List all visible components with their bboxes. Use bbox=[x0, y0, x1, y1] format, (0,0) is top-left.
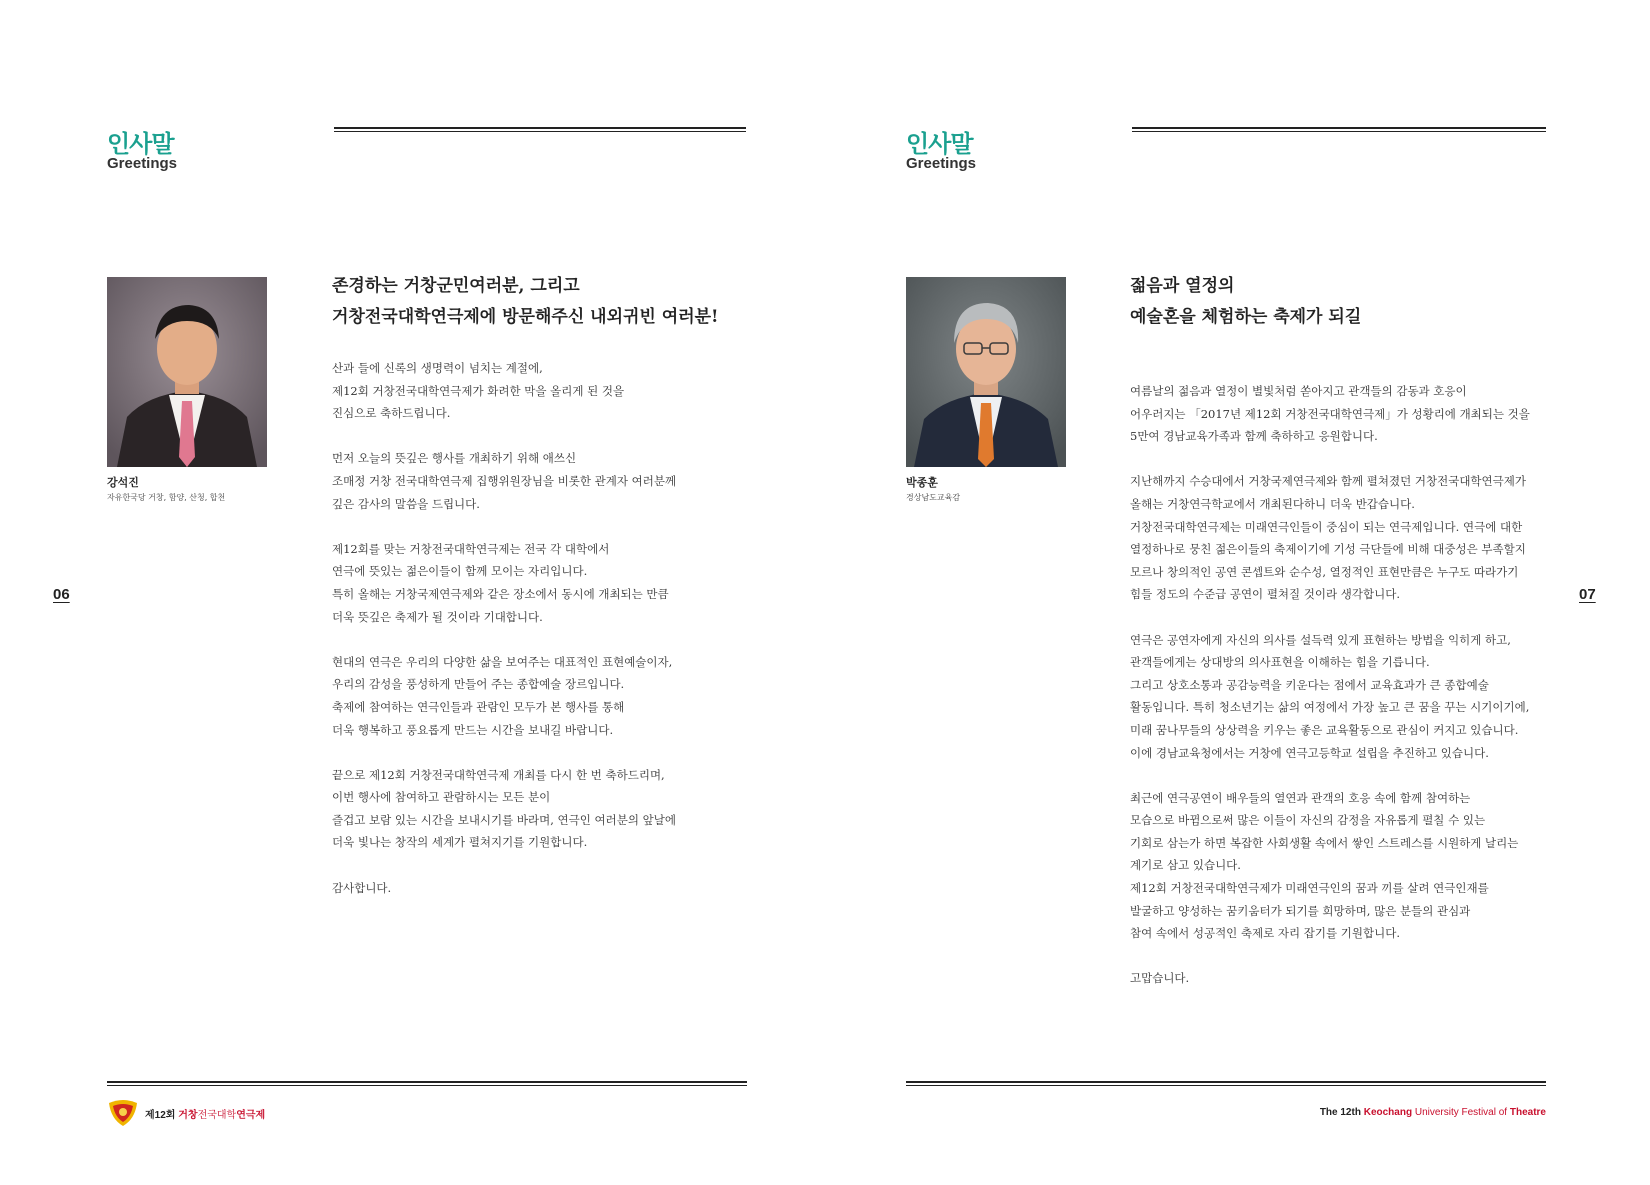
text-line: 축제에 참여하는 연극인들과 관람인 모두가 본 행사를 통해 bbox=[332, 699, 625, 714]
section-subtitle: Greetings bbox=[906, 155, 977, 172]
text-line: 우리의 감성을 풍성하게 만들어 주는 종합예술 장르입니다. bbox=[332, 677, 625, 692]
text-line: 현대의 연극은 우리의 다양한 삶을 보여주는 대표적인 표현예술이자, bbox=[332, 654, 673, 669]
speaker-role: 경상남도교육감 bbox=[906, 493, 961, 502]
text-line: 더욱 빛나는 창작의 세계가 펼쳐지기를 기원합니다. bbox=[332, 835, 588, 850]
text-line: 거창전국대학연극제는 미래연극인들이 중심이 되는 연극제입니다. 연극에 대한 bbox=[1130, 519, 1523, 534]
text-line: 깊은 감사의 말씀을 드립니다. bbox=[332, 496, 480, 511]
text-line: 이에 경남교육청에서는 거창에 연극고등학교 설립을 추진하고 있습니다. bbox=[1130, 745, 1489, 760]
text-line: 즐겁고 보람 있는 시간을 보내시기를 바라며, 연극인 여러분의 앞날에 bbox=[332, 812, 676, 827]
paragraph bbox=[332, 447, 732, 515]
text-line: 산과 들에 신록의 생명력이 넘치는 계절에, bbox=[332, 361, 543, 375]
text-line: 관객들에게는 상대방의 의사표현을 이해하는 힘을 기릅니다. bbox=[1130, 655, 1430, 670]
header-rule bbox=[334, 127, 746, 129]
text-line: 힘들 정도의 수준급 공연이 펼쳐질 것이라 생각합니다. bbox=[1130, 587, 1400, 602]
text-line: 모르나 창의적인 공연 콘셉트와 순수성, 열정적인 표현만큼은 누구도 따라가기 bbox=[1130, 564, 1519, 579]
footer-prefix: 제12회 bbox=[145, 1110, 179, 1121]
text-line: 연극에 뜻있는 젊은이들이 함께 모이는 자리입니다. bbox=[332, 564, 588, 579]
heading-line: 젊음과 열정의 bbox=[1130, 276, 1235, 296]
text-line: 진심으로 축하드립니다. bbox=[332, 406, 451, 421]
paragraph bbox=[332, 877, 732, 900]
paragraph bbox=[332, 357, 732, 425]
text-line: 최근에 연극공연이 배우들의 열연과 관객의 호응 속에 함께 참여하는 bbox=[1130, 790, 1471, 805]
text-line: 올해는 거창연극학교에서 개최된다하니 더욱 반갑습니다. bbox=[1130, 496, 1415, 511]
text-line: 어우러지는 「2017년 제12회 거창전국대학연극제」가 성황리에 개최되는 것을 bbox=[1130, 406, 1530, 421]
text-line: 열정하나로 뭉친 젊은이들의 축제이기에 기성 극단들에 비해 대중성은 부족할지 bbox=[1130, 542, 1526, 557]
text-line: 고맙습니다. bbox=[1130, 971, 1190, 986]
paragraph bbox=[1130, 629, 1540, 765]
text-line: 모습으로 바뀜으로써 많은 이들이 자신의 감정을 자유롭게 펼칠 수 있는 bbox=[1130, 813, 1486, 828]
text-line: 감사합니다. bbox=[332, 880, 392, 895]
header-rule bbox=[1132, 127, 1546, 129]
section-title: 인사말 bbox=[906, 131, 973, 158]
footer-brand-bold: 거창 bbox=[178, 1110, 198, 1121]
footer-rule bbox=[906, 1081, 1546, 1083]
greeting-heading bbox=[332, 271, 719, 333]
greeting-body bbox=[332, 357, 732, 922]
speaker-role: 자유한국당 거창, 함양, 산청, 합천 bbox=[107, 493, 226, 502]
text-line: 더욱 행복하고 풍요롭게 만드는 시간을 보내길 바랍니다. bbox=[332, 722, 614, 737]
footer-part: Theatre bbox=[1509, 1107, 1546, 1118]
text-line: 연극은 공연자에게 자신의 의사를 설득력 있게 표현하는 방법을 익히게 하고, bbox=[1130, 632, 1511, 647]
text-line: 활동입니다. 특히 청소년기는 삶의 여정에서 가장 높고 큰 꿈을 꾸는 시기이기에, bbox=[1130, 700, 1530, 715]
text-line: 제12회를 맞는 거창전국대학연극제는 전국 각 대학에서 bbox=[332, 541, 610, 556]
text-line: 특히 올해는 거창국제연극제와 같은 장소에서 동시에 개최되는 만큼 bbox=[332, 586, 669, 601]
heading-line: 거창전국대학연극제에 방문해주신 내외귀빈 여러분! bbox=[332, 307, 719, 327]
text-line: 먼저 오늘의 뜻깊은 행사를 개최하기 위해 애쓰신 bbox=[332, 451, 577, 466]
speaker-name: 박종훈 bbox=[906, 476, 938, 489]
text-line: 여름날의 젊음과 열정이 별빛처럼 쏟아지고 관객들의 감동과 호응이 bbox=[1130, 384, 1467, 398]
text-line: 더욱 뜻깊은 축제가 될 것이라 기대합니다. bbox=[332, 609, 543, 624]
page-number: 07 bbox=[1579, 586, 1596, 603]
greeting-body bbox=[1130, 380, 1540, 1013]
footer-part: Keochang bbox=[1363, 1107, 1413, 1118]
text-line: 발굴하고 양성하는 꿈키움터가 되기를 희망하며, 많은 분들의 관심과 bbox=[1130, 903, 1471, 918]
text-line: 이번 행사에 참여하고 관람하시는 모든 분이 bbox=[332, 790, 551, 805]
greeting-heading bbox=[1130, 271, 1361, 333]
festival-english-name bbox=[1320, 1107, 1546, 1118]
page-number: 06 bbox=[53, 586, 70, 603]
footer-brand-end: 연극제 bbox=[236, 1110, 266, 1121]
paragraph bbox=[1130, 787, 1540, 945]
text-line: 제12회 거창전국대학연극제가 미래연극인의 꿈과 끼를 살려 연극인재를 bbox=[1130, 881, 1489, 896]
paragraph bbox=[332, 538, 732, 628]
text-line: 제12회 거창전국대학연극제가 화려한 막을 올리게 된 것을 bbox=[332, 383, 625, 398]
festival-name bbox=[145, 1106, 265, 1121]
footer-part: The 12th bbox=[1319, 1107, 1364, 1118]
footer-part: University Festival of bbox=[1412, 1107, 1510, 1118]
text-line: 미래 꿈나무들의 상상력을 키우는 좋은 교육활동으로 관심이 커지고 있습니다. bbox=[1130, 722, 1519, 737]
paragraph bbox=[332, 764, 732, 854]
text-line: 조매정 거창 전국대학연극제 집행위원장님을 비롯한 관계자 여러분께 bbox=[332, 473, 677, 488]
paragraph bbox=[1130, 967, 1540, 990]
speaker-name: 강석진 bbox=[107, 476, 139, 489]
text-line: 참여 속에서 성공적인 축제로 자리 잡기를 기원합니다. bbox=[1130, 926, 1400, 941]
section-subtitle: Greetings bbox=[107, 155, 178, 172]
paragraph bbox=[332, 651, 732, 741]
paragraph bbox=[1130, 380, 1540, 448]
heading-line: 예술혼을 체험하는 축제가 되길 bbox=[1130, 307, 1362, 327]
paragraph bbox=[1130, 470, 1540, 606]
text-line: 끝으로 제12회 거창전국대학연극제 개최를 다시 한 번 축하드리며, bbox=[332, 767, 665, 782]
footer-rule bbox=[107, 1081, 747, 1083]
speaker-photo bbox=[906, 277, 1066, 467]
text-line: 기회로 삼는가 하면 복잡한 사회생활 속에서 쌓인 스트레스를 시원하게 날리는 bbox=[1130, 835, 1519, 850]
section-title: 인사말 bbox=[107, 131, 174, 158]
text-line: 5만여 경남교육가족과 함께 축하하고 응원합니다. bbox=[1130, 429, 1378, 444]
footer-brand-light: 전국대학 bbox=[197, 1110, 237, 1121]
text-line: 지난해까지 수승대에서 거창국제연극제와 함께 펼쳐졌던 거창전국대학연극제가 bbox=[1130, 474, 1526, 489]
speaker-photo bbox=[107, 277, 267, 467]
heading-line: 존경하는 거창군민여러분, 그리고 bbox=[332, 276, 580, 296]
text-line: 계기로 삼고 있습니다. bbox=[1130, 858, 1241, 873]
text-line: 그리고 상호소통과 공감능력을 키운다는 점에서 교육효과가 큰 종합예술 bbox=[1130, 677, 1489, 692]
festival-logo-icon bbox=[107, 1099, 139, 1127]
